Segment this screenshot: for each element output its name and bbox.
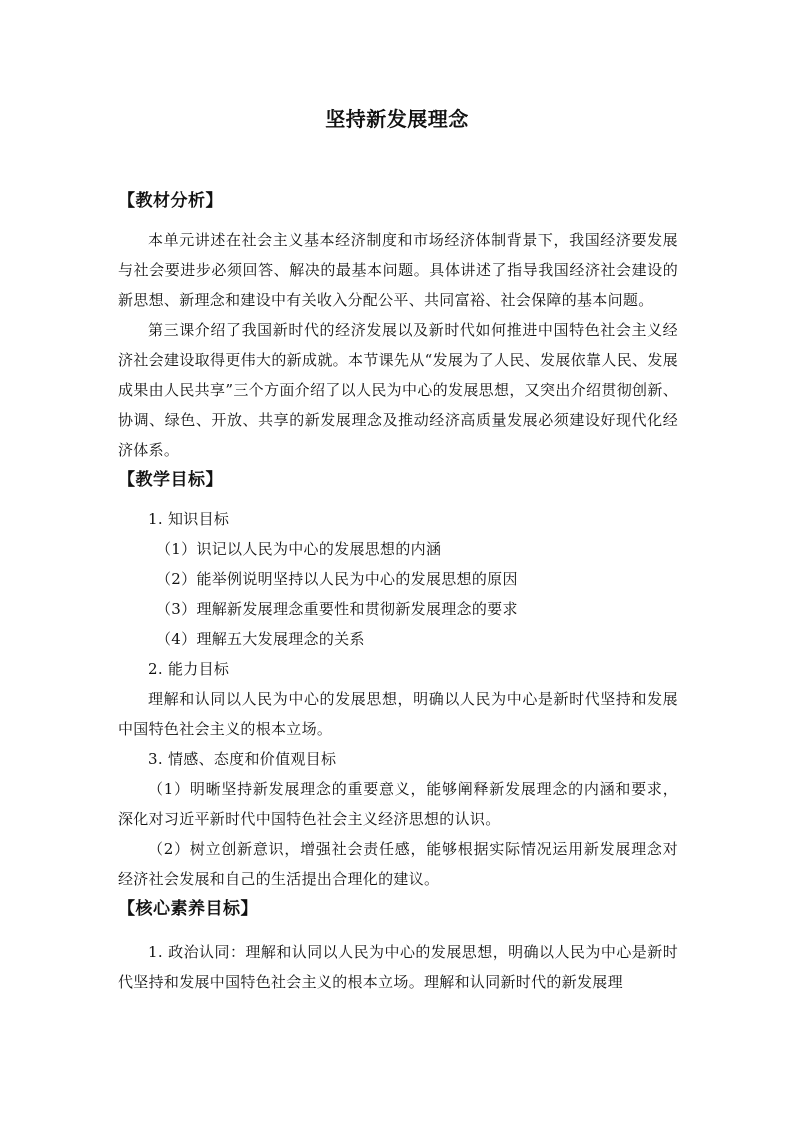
emotion-objective-item: （2）树立创新意识，增强社会责任感，能够根据实际情况运用新发展理念对经济社会发展和自己的生活提出合理化的建议。 [118,840,678,888]
ability-objective-title: 2. 能力目标 [148,660,230,678]
section-heading-core: 【核心素养目标】 [118,899,258,919]
core-paragraph-1: 1. 政治认同：理解和认同以人民为中心的发展思想，明确以人民为中心是新时代坚持和发展中国特色社会主义的根本立场。理解和认同新时代的新发展理 [118,943,678,991]
emotion-objective-title: 3. 情感、态度和价值观目标 [148,750,337,768]
analysis-paragraph-2: 第三课介绍了我国新时代的经济发展以及新时代如何推进中国特色社会主义经济社会建设取得更伟大的新成就。本节课先从“发展为了人民、发展依靠人民、发展成果由人民共享”三个方面介绍了以人民为中心的发展思想，又突出介绍贯彻创新、协调、绿色、开放、共享的新发展理念及推动经济高质量发展必须建设好现代化经济体系。 [118,321,678,459]
knowledge-objective-title: 1. 知识目标 [148,510,230,528]
emotion-objective-item: （1）明晰坚持新发展理念的重要意义，能够阐释新发展理念的内涵和要求，深化对习近平新时代中国特色社会主义经济思想的认识。 [118,780,678,828]
knowledge-objective-item: （3）理解新发展理念重要性和贯彻新发展理念的要求 [156,600,518,618]
document-body [118,186,678,997]
knowledge-objective-item: （1）识记以人民为中心的发展思想的内涵 [156,540,442,558]
section-heading-objectives: 【教学目标】 [118,470,223,490]
analysis-paragraph-1: 本单元讲述在社会主义基本经济制度和市场经济体制背景下，我国经济要发展与社会要进步必须回答、解决的最基本问题。具体讲述了指导我国经济社会建设的新思想、新理念和建设中有关收入分配公平、共同富裕、社会保障的基本问题。 [118,231,678,309]
document-title: 坚持新发展理念 [325,107,469,131]
knowledge-objective-item: （4）理解五大发展理念的关系 [156,630,365,648]
ability-objective-text: 理解和认同以人民为中心的发展思想，明确以人民为中心是新时代坚持和发展中国特色社会主义的根本立场。 [118,690,678,738]
knowledge-objective-item: （2）能举例说明坚持以人民为中心的发展思想的原因 [156,570,518,588]
section-heading-analysis: 【教材分析】 [118,191,223,211]
